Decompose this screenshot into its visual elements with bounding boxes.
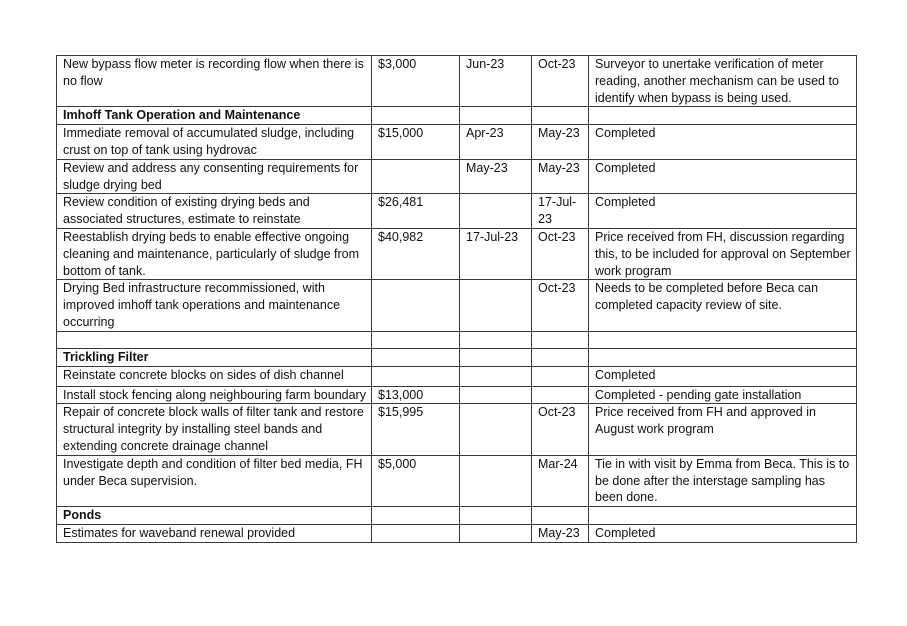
cost-cell xyxy=(372,159,460,194)
action-cell: Estimates for waveband renewal provided xyxy=(57,524,372,542)
action-cell: Repair of concrete block walls of filter tank and restore structural integrity by installing steel bands and extending concrete drainage channel xyxy=(57,404,372,455)
start-date-cell xyxy=(460,348,532,366)
section-row xyxy=(57,507,857,525)
comment-cell: Completed - pending gate installation xyxy=(589,386,857,404)
action-cell: Drying Bed infrastructure recommissioned, with improved imhoff tank operations and maintenance occurring xyxy=(57,280,372,331)
due-date-cell xyxy=(532,331,589,348)
action-cell: Investigate depth and condition of filter bed media, FH under Beca supervision. xyxy=(57,455,372,506)
action-table xyxy=(56,55,857,543)
cost-cell: $3,000 xyxy=(372,56,460,107)
cost-cell xyxy=(372,366,460,386)
due-date-cell: 17-Jul-23 xyxy=(532,194,589,229)
comment-cell: Completed xyxy=(589,366,857,386)
blank-row xyxy=(57,331,857,348)
section-heading: Ponds xyxy=(57,507,372,525)
due-date-cell: Oct-23 xyxy=(532,228,589,279)
start-date-cell xyxy=(460,194,532,229)
section-row xyxy=(57,107,857,125)
table-row xyxy=(57,125,857,160)
cost-cell: $26,481 xyxy=(372,194,460,229)
action-cell: Review and address any consenting requirements for sludge drying bed xyxy=(57,159,372,194)
comment-cell: Price received from FH, discussion regarding this, to be included for approval on September work program xyxy=(589,228,857,279)
action-cell: Reestablish drying beds to enable effective ongoing cleaning and maintenance, particularly of sludge from bottom of tank. xyxy=(57,228,372,279)
table-row xyxy=(57,524,857,542)
comment-cell: Tie in with visit by Emma from Beca. This is to be done after the interstage sampling has been done. xyxy=(589,455,857,506)
cost-cell: $15,000 xyxy=(372,125,460,160)
table-row xyxy=(57,159,857,194)
start-date-cell xyxy=(460,386,532,404)
comment-cell: Completed xyxy=(589,194,857,229)
comment-cell xyxy=(589,107,857,125)
due-date-cell xyxy=(532,386,589,404)
comment-cell: Surveyor to unertake verification of meter reading, another mechanism can be used to identify when bypass is being used. xyxy=(589,56,857,107)
due-date-cell: May-23 xyxy=(532,125,589,160)
action-table-body xyxy=(57,56,857,543)
comment-cell xyxy=(589,507,857,525)
cost-cell: $5,000 xyxy=(372,455,460,506)
due-date-cell xyxy=(532,507,589,525)
comment-cell: Completed xyxy=(589,125,857,160)
due-date-cell: May-23 xyxy=(532,159,589,194)
start-date-cell xyxy=(460,524,532,542)
action-cell: Immediate removal of accumulated sludge, including crust on top of tank using hydrovac xyxy=(57,125,372,160)
due-date-cell: Mar-24 xyxy=(532,455,589,506)
comment-cell: Completed xyxy=(589,524,857,542)
start-date-cell xyxy=(460,107,532,125)
table-row xyxy=(57,280,857,331)
action-cell: Review condition of existing drying beds and associated structures, estimate to reinstate xyxy=(57,194,372,229)
comment-cell xyxy=(589,348,857,366)
cost-cell: $13,000 xyxy=(372,386,460,404)
cost-cell xyxy=(372,348,460,366)
due-date-cell xyxy=(532,366,589,386)
cost-cell xyxy=(372,507,460,525)
action-cell: New bypass flow meter is recording flow when there is no flow xyxy=(57,56,372,107)
due-date-cell xyxy=(532,107,589,125)
start-date-cell: Apr-23 xyxy=(460,125,532,160)
due-date-cell: Oct-23 xyxy=(532,56,589,107)
comment-cell xyxy=(589,331,857,348)
table-row xyxy=(57,228,857,279)
section-heading: Imhoff Tank Operation and Maintenance xyxy=(57,107,372,125)
table-row xyxy=(57,366,857,386)
start-date-cell: May-23 xyxy=(460,159,532,194)
action-cell: Install stock fencing along neighbouring farm boundary xyxy=(57,386,372,404)
start-date-cell xyxy=(460,366,532,386)
cost-cell xyxy=(372,524,460,542)
table-row xyxy=(57,386,857,404)
section-heading: Trickling Filter xyxy=(57,348,372,366)
start-date-cell xyxy=(460,507,532,525)
due-date-cell: Oct-23 xyxy=(532,404,589,455)
due-date-cell: May-23 xyxy=(532,524,589,542)
table-row xyxy=(57,56,857,107)
start-date-cell: Jun-23 xyxy=(460,56,532,107)
table-row xyxy=(57,194,857,229)
start-date-cell xyxy=(460,404,532,455)
action-cell xyxy=(57,331,372,348)
start-date-cell xyxy=(460,331,532,348)
action-cell: Reinstate concrete blocks on sides of dish channel xyxy=(57,366,372,386)
cost-cell: $15,995 xyxy=(372,404,460,455)
due-date-cell xyxy=(532,348,589,366)
cost-cell xyxy=(372,280,460,331)
comment-cell: Price received from FH and approved in August work program xyxy=(589,404,857,455)
section-row xyxy=(57,348,857,366)
comment-cell: Completed xyxy=(589,159,857,194)
start-date-cell xyxy=(460,280,532,331)
cost-cell xyxy=(372,331,460,348)
table-row xyxy=(57,455,857,506)
comment-cell: Needs to be completed before Beca can completed capacity review of site. xyxy=(589,280,857,331)
cost-cell xyxy=(372,107,460,125)
table-row xyxy=(57,404,857,455)
start-date-cell xyxy=(460,455,532,506)
start-date-cell: 17-Jul-23 xyxy=(460,228,532,279)
due-date-cell: Oct-23 xyxy=(532,280,589,331)
cost-cell: $40,982 xyxy=(372,228,460,279)
